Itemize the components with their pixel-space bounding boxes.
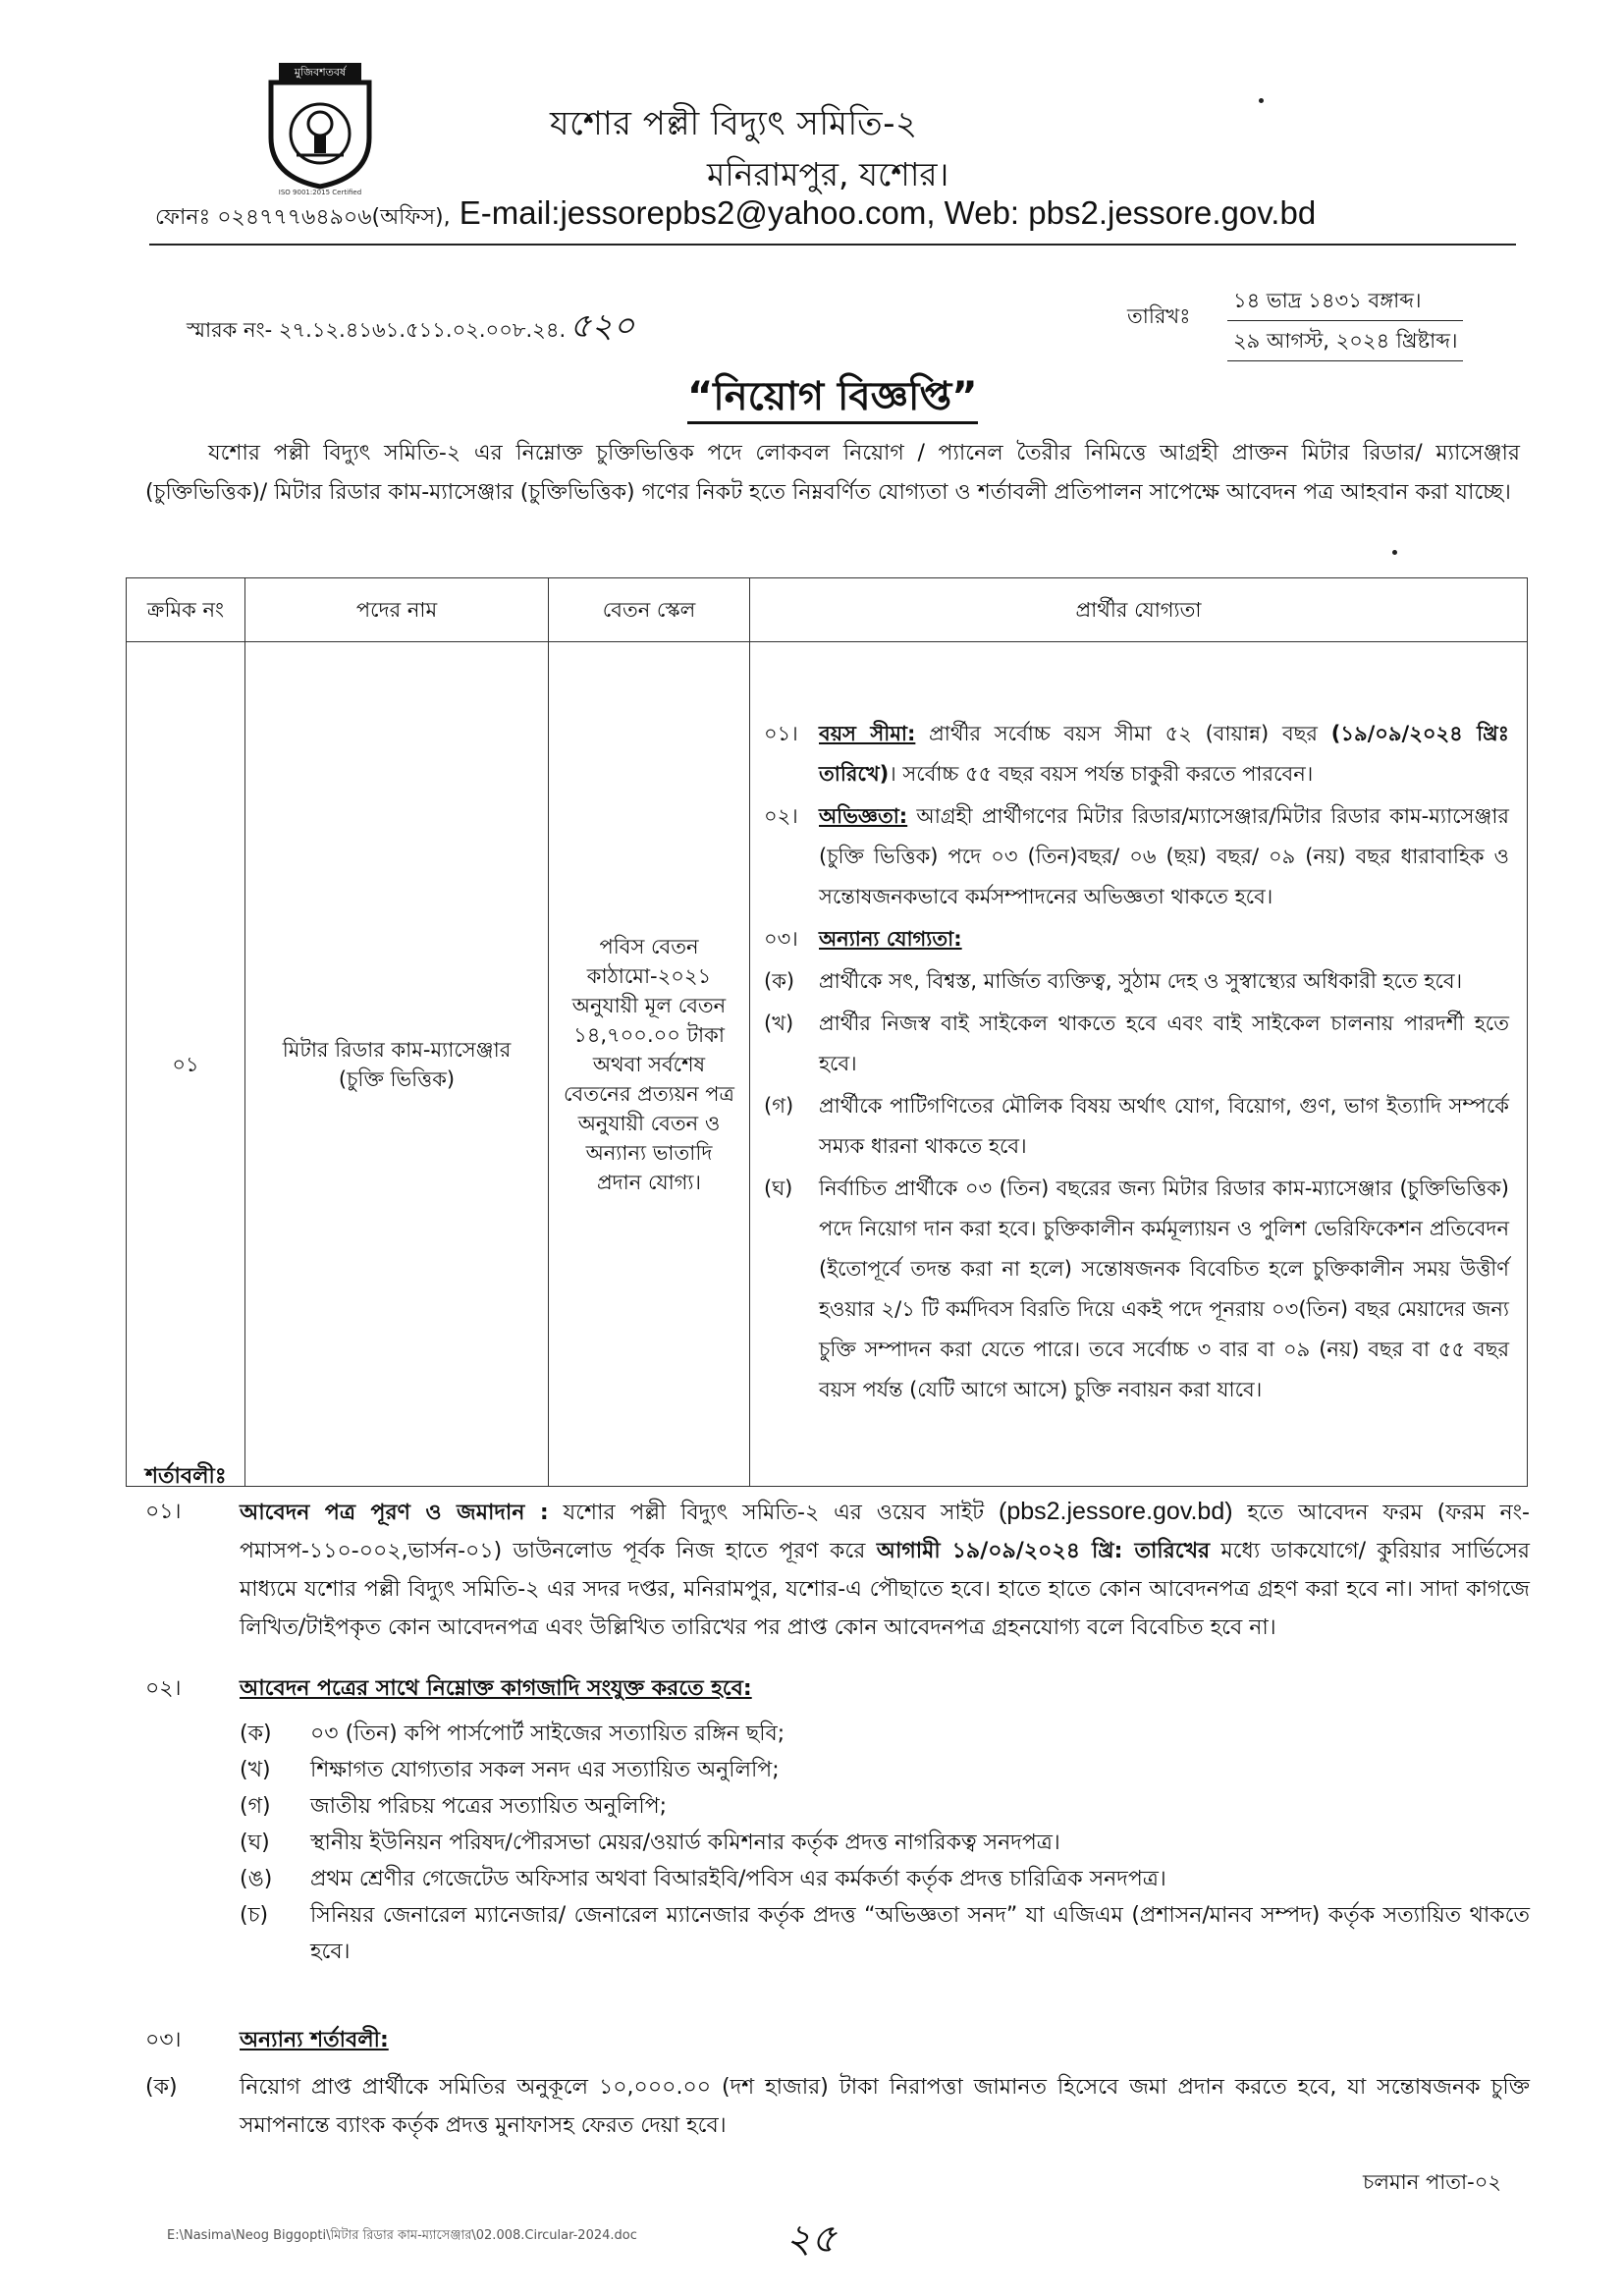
list-item bbox=[240, 1752, 1530, 1788]
web-text: Web: pbs2.jessore.gov.bd bbox=[935, 194, 1317, 231]
org-address: মনিরামপুর, যশোর। bbox=[707, 155, 949, 193]
memo-ref-handwritten: ৫২০ bbox=[569, 306, 635, 346]
svg-text:মুজিবশতবর্ষ: মুজিবশতবর্ষ bbox=[294, 66, 347, 79]
scan-speck bbox=[1392, 550, 1397, 555]
table-row bbox=[127, 642, 1528, 1487]
qual-other-c: (গ) প্রার্থীকে পাটিগণিতের মৌলিক বিষয় অর্থাৎ যোগ, বিয়োগ, গুণ, ভাগ ইত্যাদি সম্পর্কে সম্যক ধারনা থাকতে হবে। bbox=[764, 1094, 1509, 1158]
list-item-marker: (গ) bbox=[240, 1794, 271, 1819]
qual-experience: ০২। অভিজ্ঞতা: আগ্রহী প্রার্থীগণের মিটার রিডার/ম্যাসেঞ্জার/মিটার রিডার কাম-ম্যাসেঞ্জার (চুক্তি ভিত্তিক) পদে ০৩ (তিন)বছর/ ০৬ (ছয়) বছর/ ০৯ (নয়) বছর ধারাবাহিক ও সন্তোষজনকভাবে কর্মসম্পাদনের অভিজ্ঞতা থাকতে হবে। bbox=[764, 804, 1509, 908]
list-item-marker: (ক) bbox=[240, 1722, 272, 1746]
list-item-text: সিনিয়র জেনারেল ম্যানেজার/ জেনারেল ম্যানেজার কর্তৃক প্রদত্ত “অভিজ্ঞতা সনদ” যা এজিএম (প্রশাসন/মানব সম্পদ) কর্তৃক সত্যায়িত থাকতে হবে। bbox=[310, 1903, 1530, 1964]
condition-1: ০১। আবেদন পত্র পূরণ ও জমাদান : যশোর পল্লী বিদ্যুৎ সমিতি-২ এর ওয়েব সাইট (pbs2.jessore.gov.bd) হতে আবেদন ফরম (ফরম নং-পমাসপ-১১০-০০২,ভার্সন-০১) ডাউনলোড পূর্বক নিজ হাতে পূরণ করে আগামী ১৯/০৯/২০২৪ খ্রি: তারিখের মধ্যে ডাকযোগে/ কুরিয়ার সার্ভিসের মাধ্যমে যশোর পল্লী বিদ্যুৎ সমিতি-২ এর সদর দপ্তর, মনিরামপুর, যশোর-এ পৌছাতে হবে। হাতে হাতে কোন আবেদনপত্র গ্রহণ করা হবে না। সাদা কাগজে লিখিত/টাইপকৃত কোন আবেদনপত্র এবং উল্লিখিত তারিখের পর প্রাপ্ত কোন আবেদনপত্র গ্রহনযোগ্য বলে বিবেচিত হবে না। bbox=[145, 1498, 1531, 1640]
vacancy-table bbox=[126, 577, 1528, 1487]
list-item-marker: (চ) bbox=[240, 1903, 269, 1928]
scan-speck bbox=[1259, 98, 1264, 103]
list-item bbox=[240, 1825, 1530, 1861]
qual-age: ০১। বয়স সীমা: প্রার্থীর সর্বোচ্চ বয়স সীমা ৫২ (বায়ান্ন) বছর (১৯/০৯/২০২৪ খ্রিঃ তারিখে)। সর্বোচ্চ ৫৫ বছর বয়স পর্যন্ত চাকুরী করতে পারবেন। bbox=[764, 722, 1509, 786]
list-item-text: প্রথম শ্রেণীর গেজেটেড অফিসার অথবা বিআরইবি/পবিস এর কর্মকর্তা কর্তৃক প্রদত্ত চারিত্রিক সনদপত্র। bbox=[310, 1867, 1166, 1891]
date-box bbox=[1227, 281, 1463, 361]
list-item-marker: (খ) bbox=[240, 1758, 271, 1782]
row-qualification bbox=[750, 642, 1528, 1487]
date-english: ২৯ আগস্ট, ২০২৪ খ্রিষ্টাব্দ। bbox=[1227, 321, 1463, 361]
col-qualification: প্রার্থীর যোগ্যতা bbox=[750, 578, 1528, 642]
pbs-logo bbox=[257, 61, 383, 196]
contact-line bbox=[155, 194, 1510, 237]
condition-3a: (ক) নিয়োগ প্রাপ্ত প্রার্থীকে সমিতির অনুকূলে ১০,০০০.০০ (দশ হাজার) টাকা নিরাপত্তা জামানত হিসেবে জমা প্রদান করতে হবে, যা সন্তোষজনক চুক্তি সমাপনান্তে ব্যাংক কর্তৃক প্রদত্ত মুনাফাসহ ফেরত দেয়া হবে। bbox=[145, 2075, 1530, 2138]
col-post: পদের নাম bbox=[245, 578, 549, 642]
row-salary: পবিস বেতন কাঠামো-২০২১ অনুযায়ী মূল বেতন ১৪,৭০০.০০ টাকা অথবা সর্বশেষ বেতনের প্রত্যয়ন পত্র অনুযায়ী বেতন ও অন্যান্য ভাতাদি প্রদান যোগ্য। bbox=[549, 642, 750, 1487]
org-name: যশোর পল্লী বিদ্যুৎ সমিতি-২ bbox=[550, 104, 918, 143]
col-serial: ক্রমিক নং bbox=[127, 578, 245, 642]
list-item bbox=[240, 1716, 1530, 1752]
phone-text: ফোনঃ ০২৪৭৭৭৬৪৯০৬(অফিস), bbox=[155, 205, 451, 230]
continued-page: চলমান পাতা-০২ bbox=[1363, 2170, 1502, 2194]
condition-3: ০৩। অন্যান্য শর্তাবলী: bbox=[145, 2028, 389, 2052]
notice-title: “নিয়োগ বিজ্ঞপ্তি” bbox=[687, 365, 978, 431]
list-item bbox=[240, 1897, 1530, 1970]
qual-other-b: (খ) প্রার্থীর নিজস্ব বাই সাইকেল থাকতে হবে এবং বাই সাইকেল চালনায় পারদর্শী হতে হবে। bbox=[764, 1011, 1509, 1075]
table-header-row bbox=[127, 578, 1528, 642]
page-mark: ২৫ bbox=[785, 2216, 837, 2262]
row-post: মিটার রিডার কাম-ম্যাসেঞ্জার (চুক্তি ভিত্তিক) bbox=[245, 642, 549, 1487]
list-item bbox=[240, 1861, 1530, 1897]
list-item-marker: (ঘ) bbox=[240, 1831, 270, 1855]
svg-text:ISO 9001:2015 Certified: ISO 9001:2015 Certified bbox=[278, 189, 362, 196]
list-item-text: ০৩ (তিন) কপি পার্সপোর্ট সাইজের সত্যায়িত রঙ্গিন ছবি; bbox=[310, 1722, 785, 1746]
documents-list bbox=[240, 1716, 1530, 1970]
conditions-heading: শর্তাবলীঃ bbox=[145, 1464, 227, 1489]
col-salary: বেতন স্কেল bbox=[549, 578, 750, 642]
intro-paragraph: যশোর পল্লী বিদ্যুৎ সমিতি-২ এর নিম্নোক্ত চুক্তিভিত্তিক পদে লোকবল নিয়োগ / প্যানেল তৈরীর নিমিত্তে আগ্রহী প্রাক্তন মিটার রিডার/ ম্যাসেঞ্জার (চুক্তিভিত্তিক)/ মিটার রিডার কাম-ম্যাসেঞ্জার (চুক্তিভিত্তিক) গণের নিকট হতে নিম্নবর্ণিত যোগ্যতা ও শর্তাবলী প্রতিপালন সাপেক্ষে আবেদন পত্র আহবান করা যাচ্ছে। bbox=[145, 441, 1520, 505]
list-item-marker: (ঙ) bbox=[240, 1867, 273, 1891]
email-text: E-mail:jessorepbs2@yahoo.com, bbox=[450, 194, 936, 231]
list-item-text: জাতীয় পরিচয় পত্রের সত্যায়িত অনুলিপি; bbox=[310, 1794, 668, 1819]
list-item bbox=[240, 1788, 1530, 1825]
row-serial: ০১ bbox=[127, 642, 245, 1487]
file-path: E:\Nasima\Neog Biggopti\মিটার রিডার কাম-ম্যাসেঞ্জার\02.008.Circular-2024.doc bbox=[167, 2228, 637, 2243]
condition-2: ০২। আবেদন পত্রের সাথে নিম্নোক্ত কাগজাদি সংযুক্ত করতে হবে: (ক) ০৩ (তিন) কপি পার্সপোর্ট সাইজের সত্যায়িত রঙ্গিন ছবি; (খ) শিক্ষাগত যোগ্যতার সকল সনদ এর সত্যায়িত অনুলিপি; (গ) জাতীয় পরিচয় পত্রের সত্যায়িত অনুলিপি; (ঘ) স্থানীয় ইউনিয়ন পরিষদ/পৌরসভা মেয়র/ওয়ার্ড কমিশনার কর্তৃক প্রদত্ত নাগরিকত্ব সনদপত্র। (ঙ) প্রথম শ্রেণীর গেজেটেড অফিসার অথবা বিআরইবি/পবিস এর কর্মকর্তা কর্তৃক প্রদত্ত চারিত্রিক সনদপত্র। (চ) সিনিয়র জেনারেল ম্যানেজার/ জেনারেল ম্যানেজার কর্তৃক প্রদত্ত “অভিজ্ঞতা সনদ” যা এজিএম (প্রশাসন/মানব সম্পদ) কর্তৃক সত্যায়িত থাকতে হবে। bbox=[145, 1669, 1530, 1970]
memo-ref: স্মারক নং- ২৭.১২.৪১৬১.৫১১.০২.০০৮.২৪. ৫২০ bbox=[187, 306, 635, 346]
header-divider bbox=[149, 244, 1516, 246]
list-item-text: শিক্ষাগত যোগ্যতার সকল সনদ এর সত্যায়িত অনুলিপি; bbox=[310, 1758, 780, 1782]
date-label: তারিখঃ bbox=[1127, 304, 1191, 328]
date-bangla: ১৪ ভাদ্র ১৪৩১ বঙ্গাব্দ। bbox=[1227, 281, 1463, 321]
list-item-text: স্থানীয় ইউনিয়ন পরিষদ/পৌরসভা মেয়র/ওয়ার্ড কমিশনার কর্তৃক প্রদত্ত নাগরিকত্ব সনদপত্র। bbox=[310, 1831, 1060, 1855]
qual-other-a: (ক) প্রার্থীকে সৎ, বিশ্বস্ত, মার্জিত ব্যক্তিত্ব, সুঠাম দেহ ও সুস্বাস্থ্যের অধিকারী হতে হবে। bbox=[764, 969, 1463, 993]
qual-other-heading: ০৩। অন্যান্য যোগ্যতা: bbox=[764, 927, 962, 951]
qual-other-d: (ঘ) নির্বাচিত প্রার্থীকে ০৩ (তিন) বছরের জন্য মিটার রিডার কাম-ম্যাসেঞ্জার (চুক্তিভিত্তিক) পদে নিয়োগ দান করা হবে। চুক্তিকালীন কর্মমূল্যায়ন ও পুলিশ ভেরিফিকেশন প্রতিবেদন (ইতোপূর্বে তদন্ত করা না হলে) সন্তোষজনক বিবেচিত হলে চুক্তিকালীন সময় উত্তীর্ণ হওয়ার ২/১ টি কর্মদিবস বিরতি দিয়ে একই পদে পূনরায় ০৩(তিন) বছর মেয়াদের জন্য চুক্তি সম্পাদন করা যেতে পারে। তবে সর্বোচ্চ ৩ বার বা ০৯ (নয়) বছর বা ৫৫ বছর বয়স পর্যন্ত (যেটি আগে আসে) চুক্তি নবায়ন করা যাবে। bbox=[764, 1176, 1509, 1401]
